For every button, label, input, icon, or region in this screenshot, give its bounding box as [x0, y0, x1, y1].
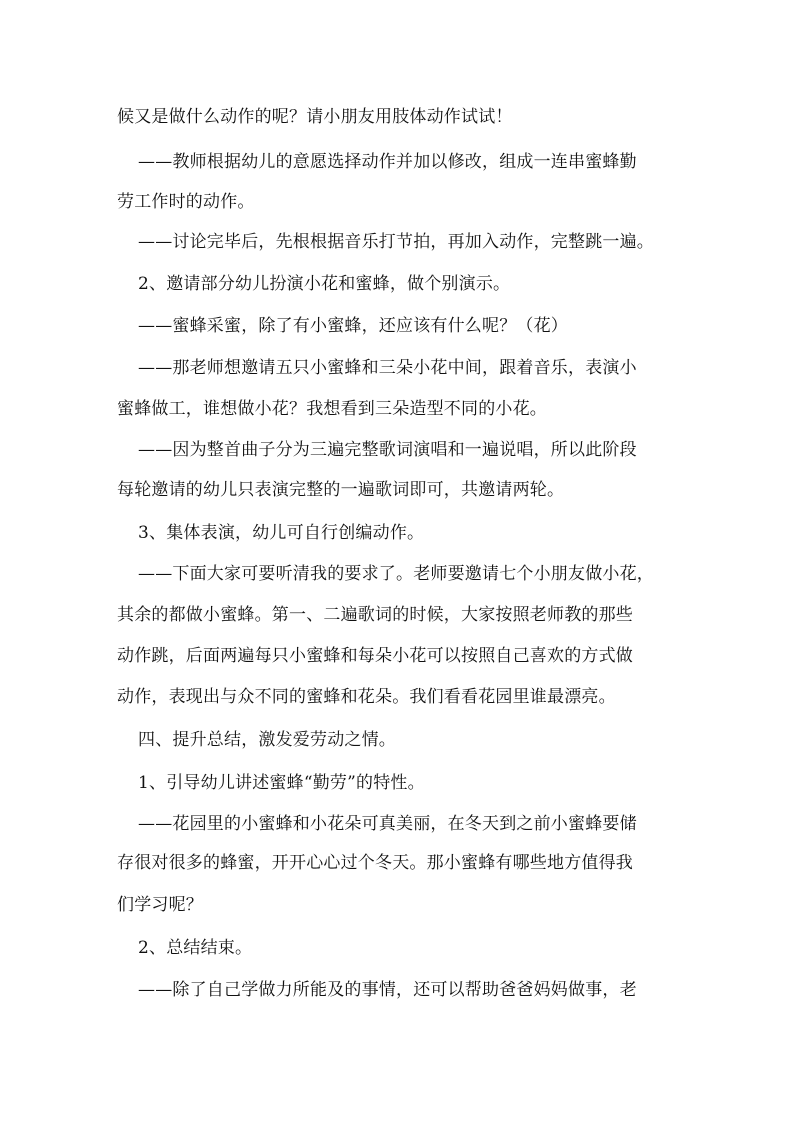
text-line-8: 蜜蜂做工，谁想做小花？我想看到三朵造型不同的小花。 [117, 399, 547, 419]
text-line-7: ——那老师想邀请五只小蜜蜂和三朵小花中间，跟着音乐，表演小 [138, 358, 637, 378]
text-line-18: ——花园里的小蜜蜂和小花朵可真美丽，在冬天到之前小蜜蜂要储 [138, 814, 637, 834]
text-line-1: 候又是做什么动作的呢？请小朋友用肢体动作试试！ [117, 107, 513, 127]
text-line-10: 每轮邀请的幼儿只表演完整的一遍歌词即可，共邀请两轮。 [117, 480, 565, 500]
text-line-11: 3、集体表演，幼儿可自行创编动作。 [138, 523, 425, 543]
text-line-22: ——除了自己学做力所能及的事情，还可以帮助爸爸妈妈做事，老 [138, 980, 637, 1000]
text-line-4: ——讨论完毕后，先根根据音乐打节拍，再加入动作，完整跳一遍。 [138, 232, 654, 252]
text-line-14: 动作跳，后面两遍每只小蜜蜂和每朵小花可以按照自己喜欢的方式做 [117, 646, 633, 666]
text-line-3: 劳工作时的动作。 [117, 192, 255, 212]
text-line-2: ——教师根据幼儿的意愿选择动作并加以修改，组成一连串蜜蜂勤 [138, 152, 637, 172]
text-line-12: ——下面大家可要听清我的要求了。老师要邀请七个小朋友做小花， [138, 564, 654, 584]
text-line-6: ——蜜蜂采蜜，除了有小蜜蜂，还应该有什么呢？（花） [138, 316, 568, 336]
text-line-17: 1、引导幼儿讲述蜜蜂“勤劳”的特性。 [138, 773, 425, 793]
text-line-9: ——因为整首曲子分为三遍完整歌词演唱和一遍说唱，所以此阶段 [138, 440, 637, 460]
text-line-20: 们学习呢？ [117, 895, 203, 915]
text-line-16: 四、提升总结，激发爱劳动之情。 [138, 730, 396, 750]
text-line-13: 其余的都做小蜜蜂。第一、二遍歌词的时候，大家按照老师教的那些 [117, 605, 633, 625]
text-line-19: 存很对很多的蜂蜜，开开心心过个冬天。那小蜜蜂有哪些地方值得我 [117, 853, 633, 873]
text-line-15: 动作，表现出与众不同的蜜蜂和花朵。我们看看花园里谁最漂亮。 [117, 687, 616, 707]
text-line-5: 2、邀请部分幼儿扮演小花和蜜蜂，做个别演示。 [138, 274, 511, 294]
text-line-21: 2、总结结束。 [138, 938, 253, 958]
